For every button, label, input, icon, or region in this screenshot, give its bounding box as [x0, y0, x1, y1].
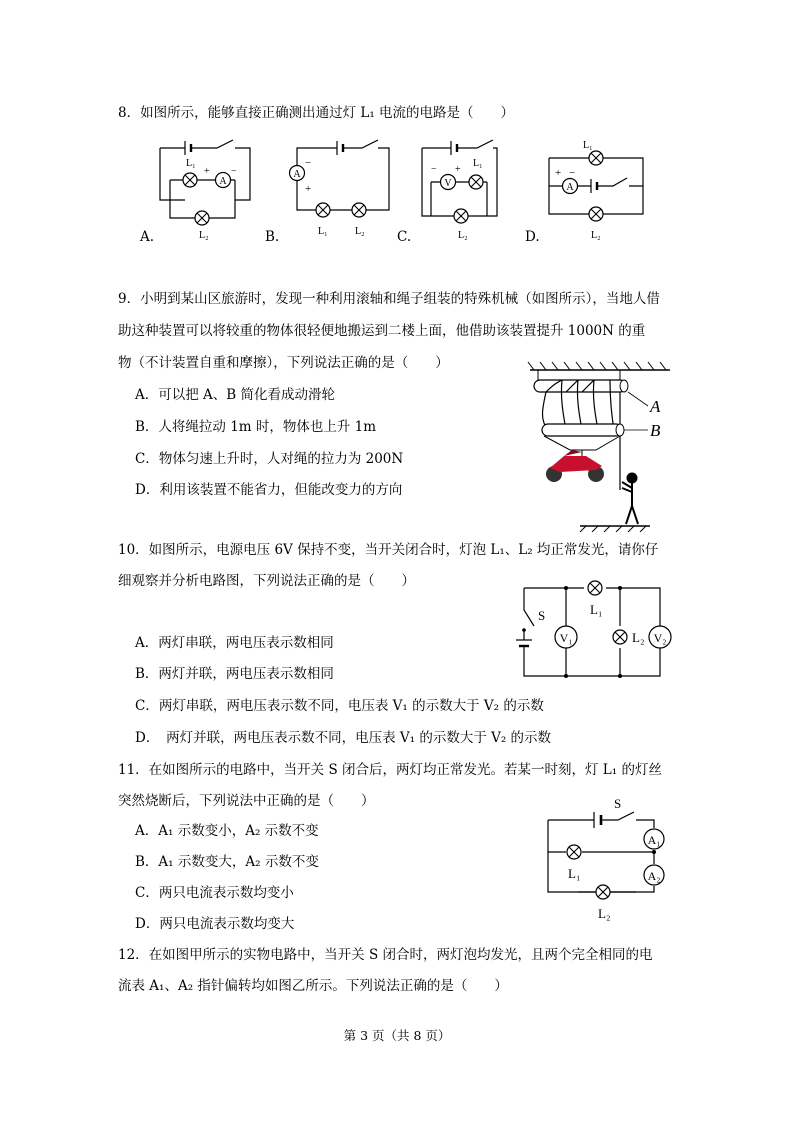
q10-circuit-figure: [510, 574, 680, 684]
ammeter-a-label: A: [219, 176, 227, 187]
q9-option-a: A．可以把 A、B 简化看成动滑轮: [135, 387, 336, 403]
voltmeter-v1-label: V₁: [559, 631, 573, 645]
person-icon: [622, 474, 638, 525]
lamp-l1-label: L₁: [590, 602, 603, 617]
q11-option-b: B．A₁ 示数变大，A₂ 示数不变: [135, 854, 319, 870]
lamp-l2-label: L₂: [355, 226, 365, 237]
q11-stem-line1: 11．在如图所示的电路中，当开关 S 闭合后，两灯均正常发光。若某一时刻，灯 L₁ 的灯丝: [118, 762, 662, 778]
motorcycle-icon: [546, 450, 604, 482]
q8-option-a: A.: [140, 229, 155, 245]
q8-stem: 8．如图所示，能够直接正确测出通过灯 L₁ 电流的电路是（ ）: [118, 105, 515, 121]
switch-s-label: S: [538, 608, 546, 623]
q10-option-b: B．两灯并联，两电压表示数相同: [135, 666, 334, 682]
q10-stem-line1: 10．如图所示，电源电压 6V 保持不变，当开关闭合时，灯泡 L₁、L₂ 均正常发光，请你仔: [118, 542, 659, 558]
plus-sign: +: [455, 164, 461, 175]
q11-option-c: C．两只电流表示数均变小: [135, 885, 294, 901]
roller-b-label: B: [650, 421, 661, 440]
q11-option-d: D．两只电流表示数均变大: [135, 916, 295, 932]
q9-pulley-figure: [520, 360, 680, 532]
q8-circuit-c: [422, 140, 497, 216]
q9-option-c: C．物体匀速上升时，人对绳的拉力为 200N: [135, 451, 404, 467]
q9-option-b: B．人将绳拉动 1m 时，物体也上升 1m: [135, 419, 377, 435]
q8-option-b: B.: [265, 229, 280, 245]
roller-a-label: A: [650, 397, 661, 416]
q10-option-c: C．两灯串联，两电压表示数不同，电压表 V₁ 的示数大于 V₂ 的示数: [135, 698, 544, 714]
minus-sign: −: [431, 164, 437, 175]
q10-option-d: D． 两灯并联，两电压表示数不同，电压表 V₁ 的示数大于 V₂ 的示数: [135, 730, 552, 746]
q12-stem-line2: 流表 A₁、A₂ 指针偏转均如图乙所示。下列说法正确的是（ ）: [118, 978, 508, 994]
q11-circuit-figure: [538, 794, 678, 924]
lamp-l2-label: L₂: [199, 230, 209, 241]
lamp-l1-label: L₁: [186, 158, 196, 169]
minus-sign: −: [569, 167, 576, 179]
q9-stem-line3: 物（不计装置自重和摩擦），下列说法正确的是（ ）: [118, 355, 449, 371]
q11-stem-line2: 突然烧断后，下列说法中正确的是（ ）: [118, 793, 375, 809]
page-footer: 第 3 页（共 8 页）: [343, 1028, 451, 1043]
q10-option-a: A．两灯串联，两电压表示数相同: [135, 635, 334, 651]
lamp-l2-label: L₂: [458, 230, 468, 241]
lamp-l2-label: L₂: [598, 906, 611, 921]
lamp-l1-label: L₁: [568, 866, 581, 881]
plus-sign: +: [305, 183, 312, 195]
lamp-l1-label: L₁: [318, 226, 328, 237]
ammeter-d-label: A: [566, 182, 574, 193]
lamp-l2-label: L₂: [632, 630, 645, 645]
lamp-l1-label: L₁: [583, 140, 593, 151]
q8-circuit-a: [160, 140, 250, 218]
plus-sign: +: [555, 167, 562, 179]
minus-sign: −: [305, 157, 312, 169]
voltmeter-v2-label: V₂: [653, 631, 667, 645]
q8-option-d: D.: [525, 229, 540, 245]
q12-stem-line1: 12．在如图甲所示的实物电路中，当开关 S 闭合时，两灯泡均发光，且两个完全相同的电: [118, 947, 653, 963]
ammeter-b-label: A: [293, 169, 301, 180]
minus-sign: −: [231, 166, 237, 177]
q8-option-c: C.: [397, 229, 412, 245]
q9-stem-line1: 9．小明到某山区旅游时，发现一种利用滚轴和绳子组装的特殊机械（如图所示），当地人借: [118, 291, 660, 307]
ammeter-a2-label: A₂: [647, 869, 661, 883]
switch-s-label: S: [614, 796, 622, 811]
q10-stem-line2: 细观察并分析电路图，下列说法正确的是（ ）: [118, 573, 415, 589]
lamp-l2-label: L₂: [591, 230, 601, 241]
q9-option-d: D．利用该装置不能省力，但能改变力的方向: [135, 482, 403, 498]
ammeter-a1-label: A₁: [647, 833, 661, 847]
plus-sign: +: [204, 166, 210, 177]
voltmeter-c-label: V: [444, 178, 452, 189]
lamp-l1-label: L₁: [473, 158, 483, 169]
q8-circuit-b: [297, 140, 389, 210]
q11-option-a: A．A₁ 示数变小，A₂ 示数不变: [135, 823, 319, 839]
q9-stem-line2: 助这种装置可以将较重的物体很轻便地搬运到二楼上面，他借助该装置提升 1000N 的重: [118, 323, 646, 339]
